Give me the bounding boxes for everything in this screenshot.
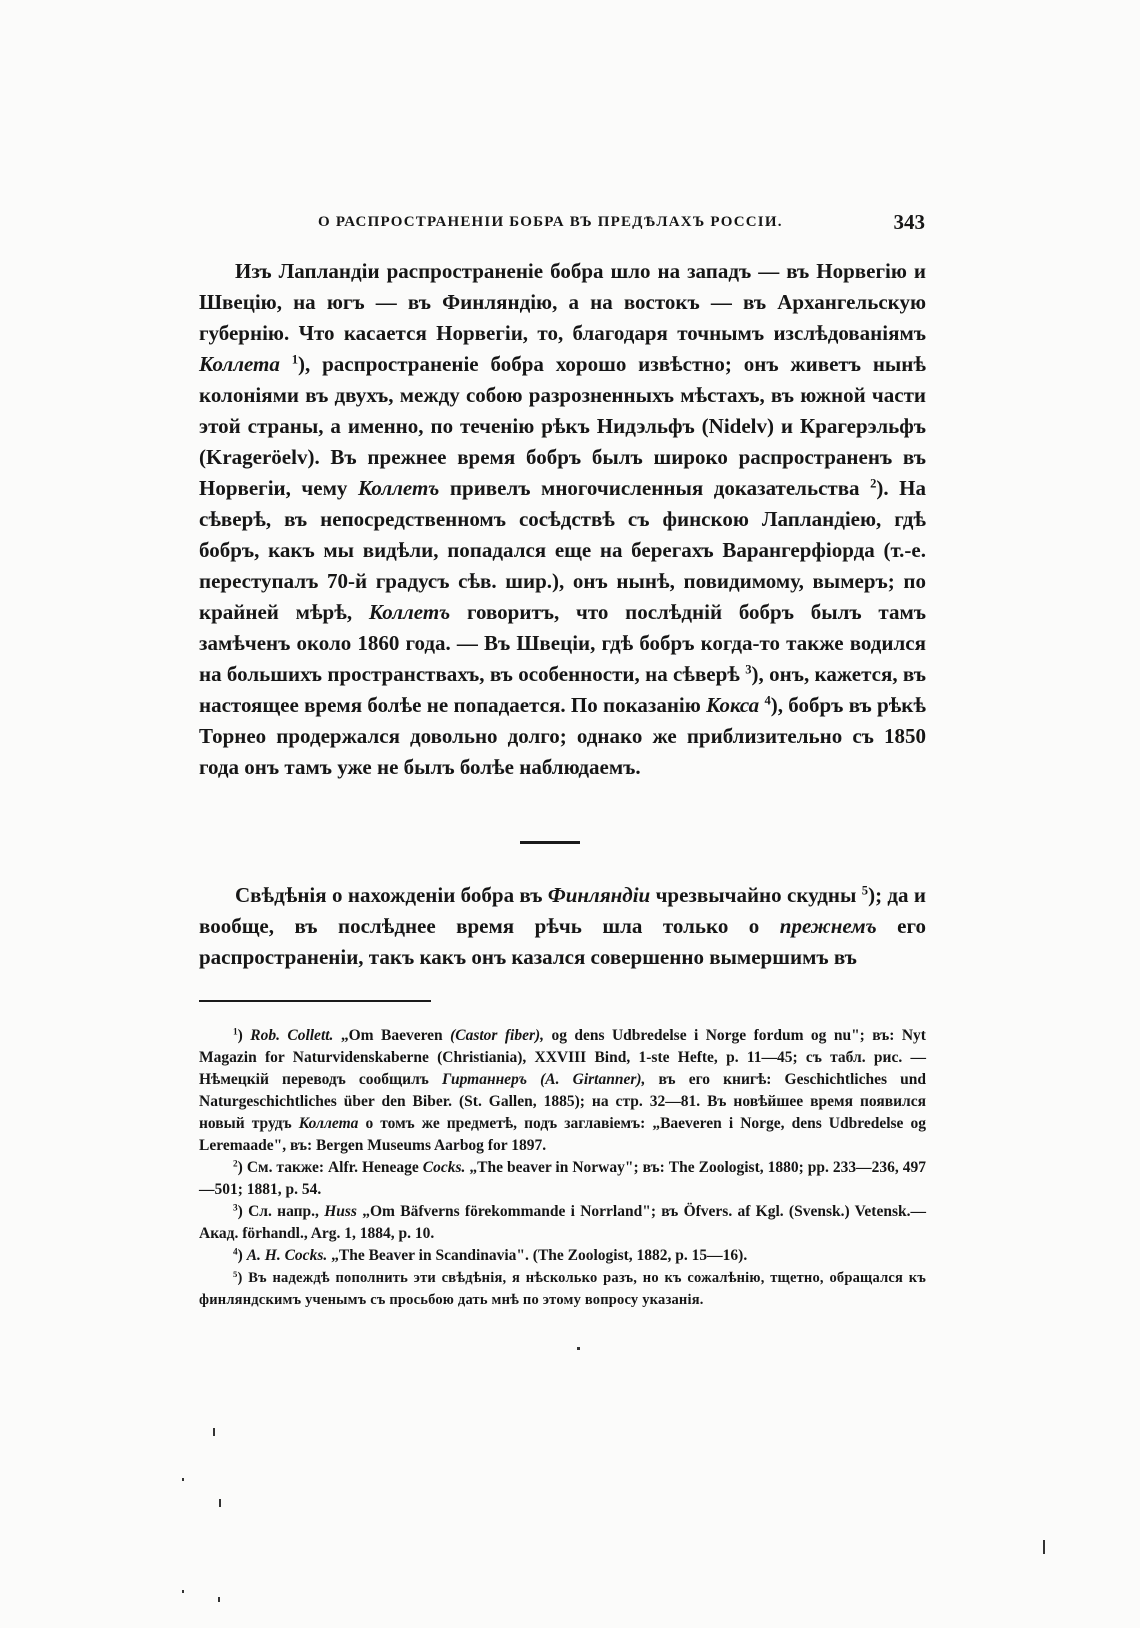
text-run: ). На сѣверѣ, въ непосредственномъ сосѣдствѣ съ финскою Лапландіею, гдѣ бобръ, какъ мы видѣли, попадался еще на берегахъ Варангерфіорда (т.-е. переступалъ 70-й градусъ сѣв. шир.), онъ нынѣ, повидимому, вымеръ; по крайней мѣрѣ,	[199, 476, 927, 624]
footnote-2: $^2$) См. также: Alfr. Heneage Cocks. „The beaver in Norway"; въ: The Zoologist, 1880; pp. 233—236, 497—501; 1881, p. 54.	[199, 1159, 926, 1198]
scan-speck	[577, 1347, 580, 1350]
scan-speck	[1043, 1540, 1045, 1554]
paragraph-1	[199, 256, 926, 783]
text-run: привелъ многочисленныя доказательства	[439, 476, 871, 500]
text-run: См. также: Alfr. Heneage	[242, 1159, 423, 1176]
scan-speck	[182, 1478, 184, 1481]
author-name: A. H. Cocks.	[246, 1247, 328, 1264]
paragraph-2	[199, 880, 926, 973]
footnote-marker: 1	[233, 1027, 238, 1038]
author-name: Коллета	[298, 1115, 359, 1132]
running-title: О РАСПРОСТРАНЕНІИ БОБРА ВЪ ПРЕДѢЛАХЪ РОССІИ.	[318, 214, 783, 230]
section-separator	[520, 841, 580, 844]
text-run: о томъ же предметѣ, подъ заглавіемъ: „Baeveren i Norge, dens Udbredelse og Leremaade", въ: Bergen Museums Aarbog for 1897.	[199, 1115, 926, 1154]
text-run: чрезвычайно скудны	[650, 883, 862, 907]
author-name: Кокса	[706, 693, 760, 717]
text-run: Въ надеждѣ пополнить эти свѣдѣнія, я нѣсколько разъ, но къ сожалѣнію, тщетно, обращался къ финляндскимъ ученымъ съ просьбою дать мнѣ по этому вопросу указанія.	[199, 1270, 926, 1308]
text-run: его распространеніи, такъ какъ онъ казался совершенно вымершимъ въ	[199, 914, 926, 969]
footnote-1: $^1$) Rob. Collett. „Om Baeveren (Castor fiber), og dens Udbredelse i Norge fordum og nu"; въ: Nyt Magazin for Naturvidenskaberne (Christiania), XXVIII Bind, 1-ste Hefte, p. 11—45; съ табл. рис. — Нѣмецкій переводъ сообщилъ Гиртаннеръ (A. Girtanner), въ его книгѣ: Geschichtliches und Naturgeschichtliches über den Biber. (St. Gallen, 1885); на стр. 32—81. Въ новѣйшее время появился новый трудъ Коллета о томъ же предметѣ, подъ заглавіемъ: „Baeveren i Norge, dens Udbredelse og Leremaade", въ: Bergen Museums Aarbog for 1897.	[199, 1027, 926, 1154]
text-run: ), бобръ въ рѣкѣ Торнео продержался довольно долго; однако же приблизительно съ 1850 года онъ тамъ уже не былъ болѣе наблюдаемъ.	[199, 693, 927, 779]
text-run: „The beaver in Norway"; въ: The Zoologist, 1880; pp. 233—236, 497—501; 1881, p. 54.	[199, 1159, 926, 1198]
scan-speck	[182, 1590, 184, 1593]
text-run: ); да и вообще, въ послѣднее время рѣчь шла только о	[199, 883, 926, 938]
text-run: „The Beaver in Scandinavia". (The Zoologist, 1882, p. 15—16).	[327, 1247, 748, 1264]
author-name: Huss	[324, 1203, 357, 1220]
footnote-marker: 4	[233, 1247, 238, 1258]
emphasis: Финляндіи	[547, 883, 651, 907]
footnote-rule	[199, 1000, 431, 1002]
footnote-ref: 2	[870, 476, 877, 491]
footnote-marker: 5	[233, 1268, 238, 1279]
author-name: Коллетъ	[357, 476, 440, 500]
page-number: 343	[893, 210, 925, 234]
text-run: ), распространеніе бобра хорошо извѣстно; онъ живетъ нынѣ колоніями въ двухъ, между собою разрозненныхъ мѣстахъ, въ южной части этой страны, а именно, по теченію рѣкъ Нидэльфъ (Nidelv) и Крагерэльфъ (Kragerӧelv). Въ прежнее время бобръ былъ широко распространенъ въ Норвегіи, чему	[199, 352, 927, 500]
author-name: Cocks.	[422, 1159, 466, 1176]
footnote-ref: 5	[861, 883, 869, 898]
author-name: Коллета	[199, 352, 280, 376]
text-run: Изъ Лапландіи распространеніе бобра шло на западъ — въ Норвегію и Швецію, на югъ — въ Финляндію, а на востокъ — въ Архангельскую губернію. Что касается Норвегіи, то, благодаря точнымъ изслѣдованіямъ	[199, 259, 926, 345]
text-run: Сл. напр.,	[242, 1203, 325, 1220]
footnote-marker: 3	[233, 1203, 238, 1214]
footnote-ref: 4	[764, 693, 771, 708]
author-name: Rob. Collett.	[250, 1027, 334, 1044]
footnote-marker: 2	[233, 1159, 238, 1170]
text-run: „Om Baeveren	[333, 1027, 451, 1044]
main-text-continued	[199, 880, 926, 973]
text-run: ), онъ, кажется, въ настоящее время болѣе не попадается. По показанію	[199, 662, 926, 717]
author-name: Гиртаннеръ (A. Girtanner),	[441, 1071, 646, 1088]
text-run: og dens Udbredelse i Norge fordum og nu"; въ: Nyt Magazin for Naturvidenskaberne (Christiania), XXVIII Bind, 1-ste Hefte, p. 11—45; съ табл. рис. — Нѣмецкій переводъ сообщилъ	[199, 1027, 926, 1088]
text-run: „Om Bäfverns förekommande i Norrland"; въ Öfvers. af Kgl. (Svensk.) Vetensk.—Акад. förhandl., Arg. 1, 1884, p. 10.	[199, 1203, 926, 1242]
text-run: Свѣдѣнія о нахожденіи бобра въ	[235, 883, 548, 907]
scan-speck	[218, 1597, 220, 1602]
footnotes	[199, 1025, 926, 1311]
emphasis: прежнемъ	[779, 914, 877, 938]
main-text	[199, 256, 926, 783]
author-name: Коллетъ	[368, 600, 451, 624]
footnote-5: $^5$) Въ надеждѣ пополнить эти свѣдѣнія, я нѣсколько разъ, но къ сожалѣнію, тщетно, обращался къ финляндскимъ ученымъ съ просьбою дать мнѣ по этому вопросу указанія.	[199, 1268, 926, 1308]
page-header	[200, 210, 925, 240]
scan-speck	[219, 1499, 221, 1507]
footnote-ref: 1	[291, 352, 299, 367]
text-run: говоритъ, что послѣдній бобръ былъ тамъ замѣченъ около 1860 года. — Въ Швеціи, гдѣ бобръ когда-то также водился на большихъ пространствахъ, въ особенности, на сѣверѣ	[199, 600, 926, 686]
footnote-ref: 3	[745, 662, 752, 677]
footnote-4: $^4$) A. H. Cocks. „The Beaver in Scandinavia". (The Zoologist, 1882, p. 15—16).	[233, 1247, 748, 1264]
scan-speck	[213, 1428, 215, 1436]
emphasis: (Castor fiber),	[450, 1027, 545, 1044]
footnote-3: $^3$) Сл. напр., Huss „Om Bäfverns förekommande i Norrland"; въ Öfvers. af Kgl. (Svensk.) Vetensk.—Акад. förhandl., Arg. 1, 1884, p. 10.	[199, 1203, 926, 1242]
text-run: въ его книгѣ: Geschichtliches und Naturgeschichtliches über den Biber. (St. Gallen, 1885); на стр. 32—81. Въ новѣйшее время появился новый трудъ	[199, 1071, 926, 1132]
